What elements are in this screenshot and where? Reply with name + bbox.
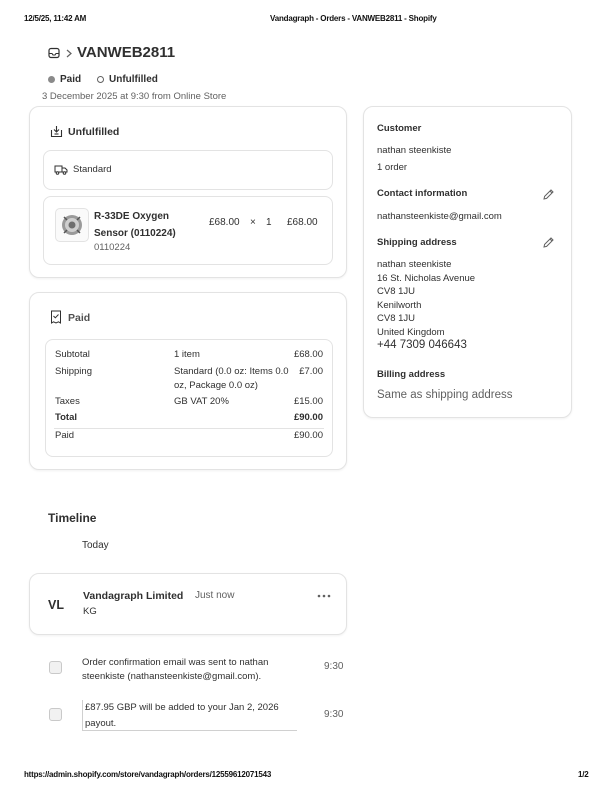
more-icon[interactable] [317,594,331,598]
product-image[interactable] [55,208,89,242]
paid-amount: £90.00 [293,430,323,441]
taxes-label: Taxes [55,396,80,407]
payment-summary-box [45,339,333,457]
item-quantity: 1 [266,217,272,228]
contact-heading: Contact information [377,188,468,199]
comment-time: Just now [195,590,235,601]
subtotal-amount: £68.00 [293,349,323,360]
unfulfilled-dot-icon [97,76,104,83]
print-url: https://admin.shopify.com/store/vandagraph/orders/12559612071543 [24,770,272,779]
event-time: 9:30 [324,661,344,672]
product-sku: 0110224 [94,242,131,253]
unfulfilled-card [29,106,347,278]
customer-orders-link[interactable]: 1 order [377,162,408,173]
item-total: £68.00 [287,217,318,228]
shipping-row [46,366,332,396]
subtotal-label: Subtotal [55,349,90,360]
print-doc-title: Vandagraph - Orders - VANWEB2811 - Shopify [270,14,437,23]
order-icon[interactable] [48,47,60,59]
address-line: nathan steenkiste [377,259,452,270]
address-line: 16 St. Nicholas Avenue [377,272,476,284]
shipping-method-box [43,150,333,190]
fulfillment-icon [50,125,63,138]
address-line: CV8 1JU [377,286,416,297]
comment-text: KG [83,606,97,617]
line-item [43,196,333,265]
event-text-line1: £87.95 GBP will be added to your Jan 2, 2026 [85,702,279,713]
customer-email-link[interactable]: nathansteenkiste@gmail.com [377,211,502,222]
order-meta: 3 December 2025 at 9:30 from Online Store [42,91,227,102]
timeline-event-payout[interactable] [82,700,297,731]
shipping-address-heading: Shipping address [377,237,457,248]
billing-address-heading: Billing address [377,369,446,380]
oxygen-sensor-image [56,209,88,241]
print-datetime: 12/5/25, 11:42 AM [24,14,87,23]
timeline-event-email [82,656,268,683]
product-name-line1: R-33DE Oxygen [94,211,170,222]
shipping-amount: £7.00 [299,366,323,377]
address-line: United Kingdom [377,326,445,338]
taxes-amount: £15.00 [293,396,323,407]
taxes-row [46,396,332,412]
timeline-today-label: Today [82,540,109,551]
product-name-link[interactable] [94,208,176,242]
subtotal-desc: 1 item [174,349,200,360]
customer-phone: +44 7309 046643 [377,339,467,351]
address-line: Kenilworth [377,299,422,311]
unfulfilled-title: Unfulfilled [68,126,120,138]
receipt-icon [50,310,62,324]
paid-row [46,430,332,446]
page-title: VANWEB2811 [77,44,176,61]
event-time: 9:30 [324,709,344,720]
payment-card [29,292,347,470]
times-symbol: × [250,217,256,228]
total-label: Total [55,412,77,423]
payment-divider [54,428,324,429]
customer-card [363,106,572,418]
timeline-title: Timeline [48,511,97,525]
event-text-line2: steenkiste (nathansteenkiste@gmail.com). [82,670,262,682]
billing-address-value: Same as shipping address [377,389,513,401]
author-avatar: VL [48,598,64,612]
shipping-address [377,258,475,339]
subtotal-row [46,349,332,365]
print-page-number: 1/2 [578,770,589,779]
payment-title: Paid [68,312,91,324]
total-row [46,412,332,428]
customer-name-link[interactable]: nathan steenkiste [377,145,452,156]
paid-dot-icon [48,76,55,83]
fulfillment-status-badge: Unfulfilled [109,74,158,85]
taxes-desc: GB VAT 20% [174,396,229,407]
total-amount: £90.00 [293,412,323,423]
shipping-label: Shipping [55,366,92,377]
checkbox-icon [49,661,62,674]
customer-heading: Customer [377,123,422,134]
truck-icon [54,164,68,175]
shipping-desc-line1: Standard (0.0 oz: Items 0.0 [174,366,289,377]
product-name-line2: Sensor (0110224) [94,228,176,239]
event-text-line2: payout. [85,718,117,729]
payment-status-badge: Paid [60,74,82,85]
paid-label: Paid [55,430,75,441]
event-text-line1: Order confirmation email was sent to nathan [82,657,269,668]
edit-contact-pencil-icon[interactable] [542,188,555,201]
edit-shipping-pencil-icon[interactable] [542,236,555,249]
timeline-comment-card [29,573,347,635]
address-line: CV8 1JU [377,313,416,324]
shipping-method-label: Standard [73,164,112,175]
chevron-right-icon [66,49,72,58]
shipping-desc-line2: oz, Package 0.0 oz) [174,380,258,391]
comment-author: Vandagraph Limited [83,590,184,602]
checkbox-icon [49,708,62,721]
item-price: £68.00 [209,217,240,228]
